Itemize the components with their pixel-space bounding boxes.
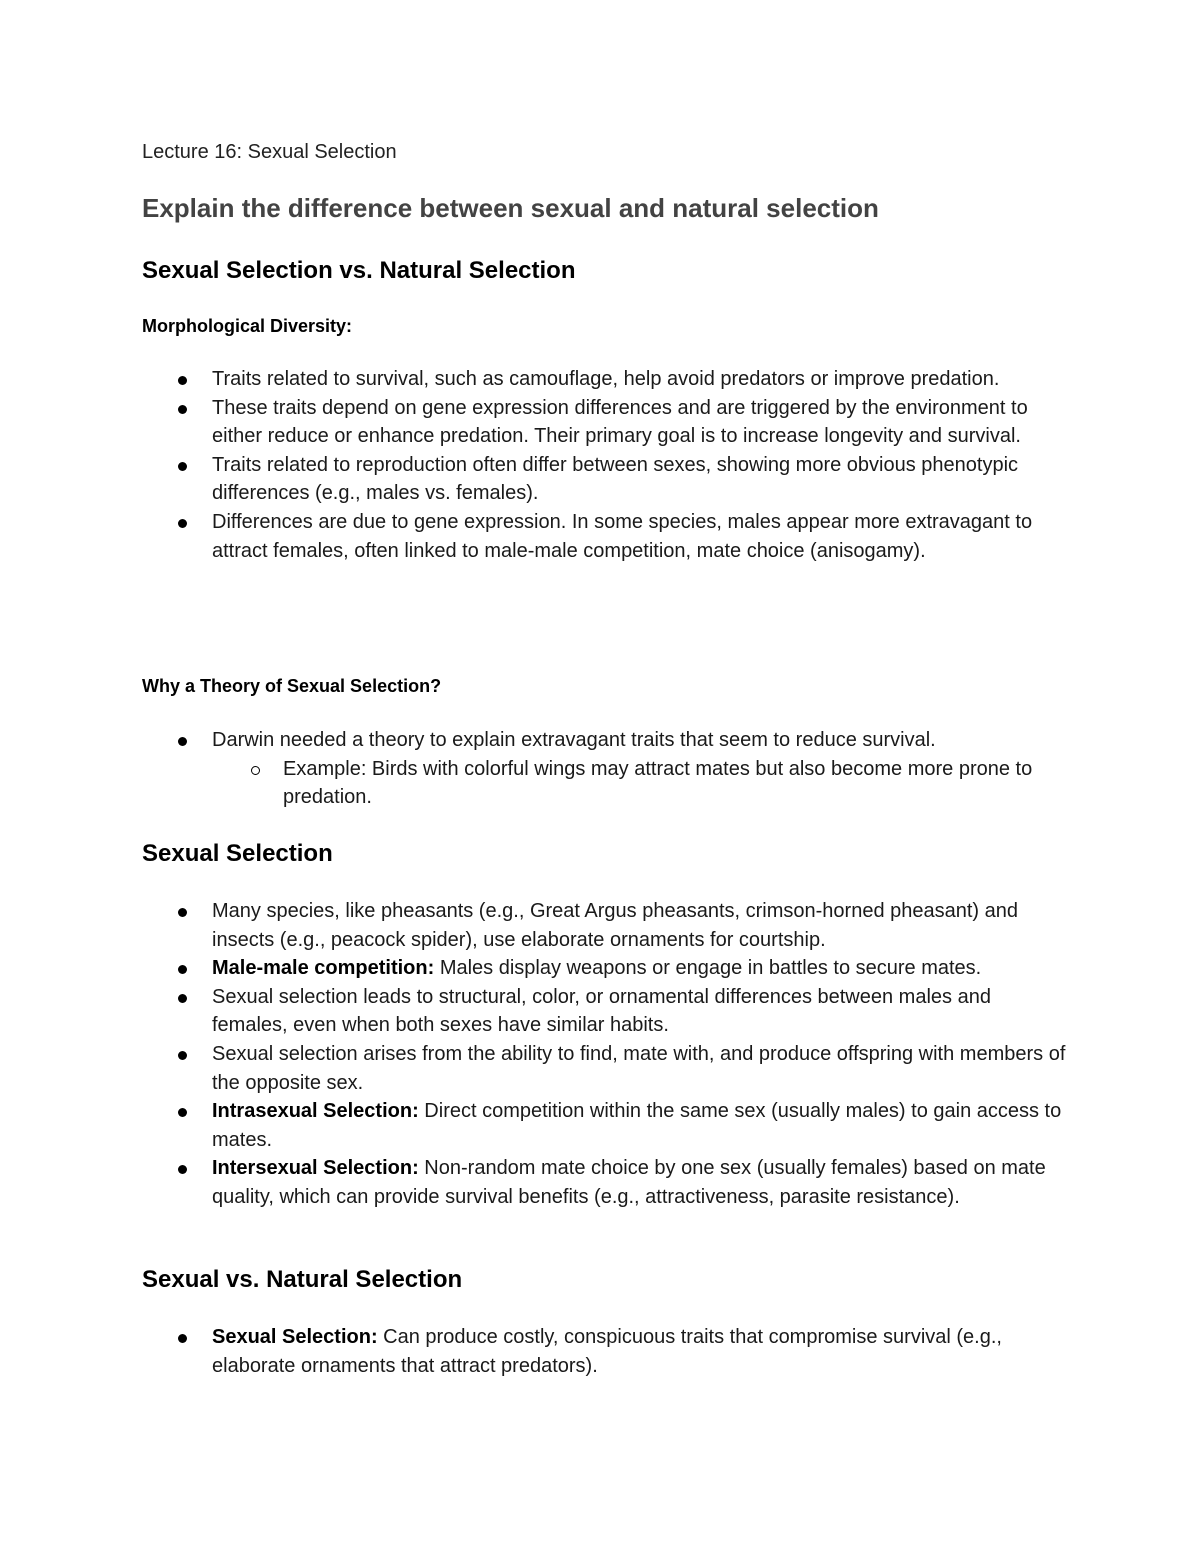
subheading-why-theory: Why a Theory of Sexual Selection? xyxy=(142,676,442,696)
list-item: Darwin needed a theory to explain extravagant traits that seem to reduce survival. Example: Birds with colorful wings may attract mates but also become more prone to predation. xyxy=(142,726,1072,812)
sub-list xyxy=(212,755,1072,812)
morphological-diversity-list xyxy=(142,365,1072,565)
bullet-icon xyxy=(178,376,187,385)
sexual-selection-list xyxy=(142,897,1072,1212)
bullet-icon xyxy=(178,908,187,917)
list-item: Many species, like pheasants (e.g., Great Argus pheasants, crimson-horned pheasant) and insects (e.g., peacock spider), use elaborate ornaments for courtship. xyxy=(142,897,1072,954)
why-theory-list xyxy=(142,726,1072,812)
bullet-icon xyxy=(178,1051,187,1060)
bullet-icon xyxy=(178,462,187,471)
list-item: Sexual Selection: Can produce costly, conspicuous traits that compromise survival (e.g., elaborate ornaments that attract predators). xyxy=(142,1323,1072,1380)
hollow-bullet-icon xyxy=(251,766,260,775)
lecture-title: Lecture 16: Sexual Selection xyxy=(142,141,397,163)
subheading-morphological-diversity: Morphological Diversity: xyxy=(142,316,353,336)
term-label: Intersexual Selection: xyxy=(212,1157,419,1180)
list-item: Traits related to survival, such as camouflage, help avoid predators or improve predation. xyxy=(142,365,1072,394)
list-item: Differences are due to gene expression. In some species, males appear more extravagant to attract females, often linked to male-male competition, mate choice (anisogamy). xyxy=(142,508,1072,565)
term-label: Sexual Selection: xyxy=(212,1326,378,1348)
section-heading-sexual-vs-natural: Sexual Selection vs. Natural Selection xyxy=(142,257,576,284)
bullet-icon xyxy=(178,994,187,1003)
bullet-icon xyxy=(178,519,187,528)
sub-list-item: Example: Birds with colorful wings may attract mates but also become more prone to predation. xyxy=(212,755,1072,812)
term-label: Male-male competition: xyxy=(212,957,435,980)
bullet-icon xyxy=(178,1165,187,1174)
bullet-icon xyxy=(178,1108,187,1117)
section-heading-sexual-vs-natural-2: Sexual vs. Natural Selection xyxy=(142,1266,463,1293)
term-label: Intrasexual Selection: xyxy=(212,1100,419,1123)
list-item: These traits depend on gene expression differences and are triggered by the environment to either reduce or enhance predation. Their primary goal is to increase longevity and survival. xyxy=(142,394,1072,451)
bullet-icon xyxy=(178,405,187,414)
list-item: Intersexual Selection: Non-random mate choice by one sex (usually females) based on mate quality, which can provide survival benefits (e.g., attractiveness, parasite resistance). xyxy=(142,1154,1072,1211)
list-item: Traits related to reproduction often differ between sexes, showing more obvious phenotypic differences (e.g., males vs. females). xyxy=(142,451,1072,508)
main-heading: Explain the difference between sexual and natural selection xyxy=(142,193,879,223)
list-item: Male-male competition: Males display weapons or engage in battles to secure mates. xyxy=(142,954,1072,983)
list-item: Intrasexual Selection: Direct competition within the same sex (usually males) to gain access to mates. xyxy=(142,1097,1072,1154)
sexual-vs-natural-list xyxy=(142,1323,1072,1380)
section-heading-sexual-selection: Sexual Selection xyxy=(142,840,333,867)
bullet-icon xyxy=(178,737,187,746)
bullet-icon xyxy=(178,965,187,974)
bullet-icon xyxy=(178,1334,187,1343)
list-item: Sexual selection arises from the ability to find, mate with, and produce offspring with members of the opposite sex. xyxy=(142,1040,1072,1097)
list-item: Sexual selection leads to structural, color, or ornamental differences between males and females, even when both sexes have similar habits. xyxy=(142,983,1072,1040)
